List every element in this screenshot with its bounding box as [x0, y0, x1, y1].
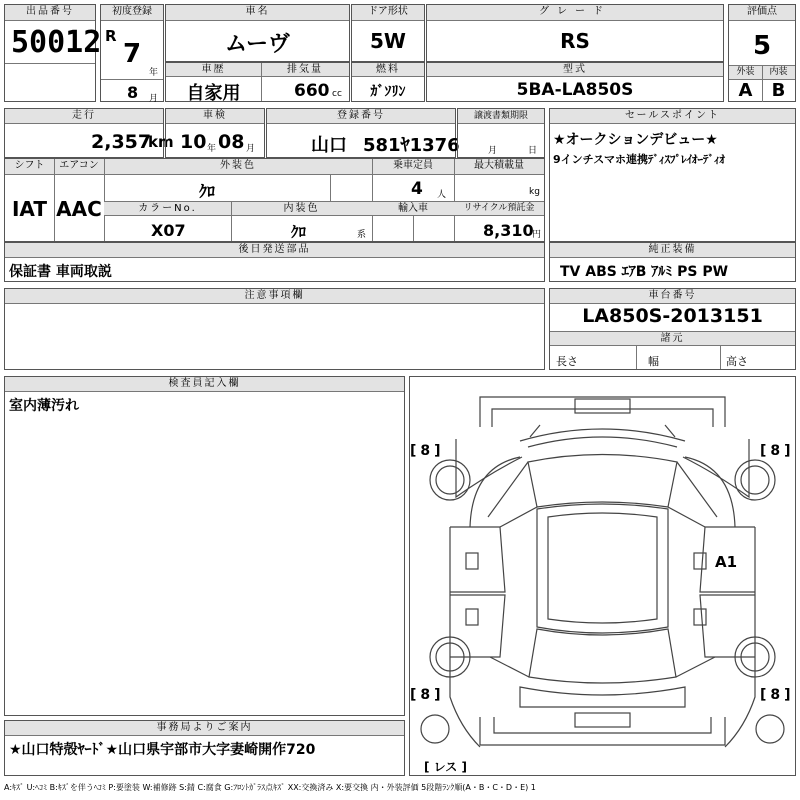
office-header: 事務局よりご案内: [5, 721, 404, 736]
insp-month-unit: 月: [246, 144, 256, 154]
caution-box: [4, 288, 545, 370]
int-color-header: 内装色: [231, 202, 372, 216]
reg-month: 8: [127, 83, 139, 102]
tread-rr: 8: [770, 687, 781, 703]
car-diagram: [409, 376, 796, 776]
interior-header: 内装: [762, 66, 795, 80]
score-value: 5: [752, 31, 772, 61]
equipment-value: TV ABS ｴｱB ｱﾙﾐ PS PW: [560, 264, 729, 280]
history-box: [165, 62, 350, 102]
mileage-box: [4, 108, 174, 158]
yen-unit: 円: [532, 230, 542, 240]
door-header: ドア形状: [352, 5, 424, 21]
shift-value: IAT: [11, 197, 47, 221]
spare-tire-label: [ レス ]: [424, 760, 467, 774]
first-reg-box: [100, 4, 164, 102]
length-label: 長さ: [556, 355, 578, 368]
displacement-value: 660: [294, 81, 330, 101]
capacity-header: 乗車定員: [372, 159, 454, 175]
lot-number: 50012: [11, 25, 102, 60]
person-unit: 人: [437, 190, 447, 200]
capacity-value: 4: [411, 179, 423, 199]
kei-unit: 系: [357, 230, 367, 240]
history-value: 自家用: [186, 83, 241, 104]
reg-year: 7: [123, 39, 142, 69]
car-diagram-svg: [410, 377, 795, 775]
dimensions-header: 諸元: [550, 332, 795, 346]
legend-line: A:ｷｽﾞ U:ﾍｺﾐ B:ｷｽﾞを伴うﾍｺﾐ P:要塗装 W:補修跡 S:錆 C:腐食 G:ﾌﾛﾝﾄｶﾞﾗｽ点ｷｽﾞ XX:交換済み X:要交換 内・外装評価 5段階ﾗﾝｸ順(A・B・C・D・E) 1: [4, 783, 536, 792]
fuel-header: 燃料: [352, 63, 424, 77]
chassis-header: 車台番号: [550, 289, 795, 304]
displacement-header: 排気量: [261, 63, 349, 77]
km-unit: km: [148, 133, 174, 151]
grade-header: グレード: [427, 5, 723, 21]
model-box: [426, 62, 724, 102]
plate-header: 登録番号: [267, 109, 455, 124]
later-items-header: 後日発送部品: [5, 243, 544, 258]
transfer-month-unit: 月: [488, 146, 498, 156]
car-name-header: 車名: [166, 5, 349, 21]
shift-header: シフト: [5, 159, 54, 175]
svg-text:[8]: [ 8 ]: [760, 687, 791, 703]
aircon-value: AAC: [56, 197, 102, 221]
svg-text:[8]: [ 8 ]: [760, 443, 791, 459]
plate-prefecture: 山口: [311, 135, 347, 156]
color-no-value: X07: [151, 221, 186, 240]
score-header: 評価点: [729, 5, 795, 21]
later-items-box: [4, 242, 545, 282]
damage-mark-a1: A1: [715, 553, 738, 571]
inspection-month: 08: [218, 131, 245, 153]
car-name: ムーヴ: [225, 32, 290, 57]
plate-box: [266, 108, 460, 158]
sales-point-2: 9インチスマホ連携ﾃﾞｨｽﾌﾟﾚｲｵｰﾃﾞｨｵ: [553, 153, 725, 166]
first-reg-header: 初度登録: [101, 5, 163, 21]
inspector-header: 検査員記入欄: [5, 377, 404, 392]
fuel-value: ｶﾞｿﾘﾝ: [370, 84, 406, 100]
inspector-note: 室内薄汚れ: [9, 398, 79, 414]
inspection-box: [165, 108, 265, 158]
month-unit: 月: [149, 94, 159, 104]
insp-year-unit: 年: [207, 144, 217, 154]
kg-unit: kg: [529, 187, 540, 197]
grade-box: [426, 4, 724, 62]
transfer-box: [457, 108, 545, 158]
sales-point-box: [549, 108, 796, 242]
transfer-header: 譲渡書類期限: [458, 109, 544, 124]
svg-text:[8]: [ 8 ]: [410, 687, 441, 703]
mileage-header: 走行: [5, 109, 163, 124]
score-box: [728, 4, 796, 102]
chassis-value: LA850S-2013151: [582, 305, 763, 327]
plate-number: 581ﾔ1376: [363, 135, 460, 156]
spec-grid: [4, 158, 545, 242]
recycle-value: 8,310: [483, 221, 534, 240]
fuel-box: [351, 62, 425, 102]
rear-plate-mark: [575, 713, 630, 727]
max-load-header: 最大積載量: [454, 159, 544, 175]
caution-header: 注意事項欄: [5, 289, 544, 304]
equipment-box: [549, 242, 796, 282]
later-items-value: 保証書 車両取説: [9, 264, 112, 280]
svg-text:[8]: [ 8 ]: [410, 443, 441, 459]
aircon-header: エアコン: [54, 159, 104, 175]
width-label: 幅: [648, 355, 659, 368]
transfer-day-unit: 日: [528, 146, 538, 156]
car-name-box: [165, 4, 350, 62]
color-no-header: カラーNo.: [104, 202, 231, 216]
mileage-value: 2,357: [91, 131, 152, 153]
model-value: 5BA-LA850S: [516, 80, 634, 100]
tread-fr: 8: [770, 443, 781, 459]
import-header: 輸入車: [372, 202, 454, 216]
chassis-box: [549, 288, 796, 370]
inspection-year: 10: [180, 131, 207, 153]
office-box: [4, 720, 405, 776]
grade-value: RS: [560, 29, 590, 53]
inspector-box: [4, 376, 405, 716]
sales-point-1: ★オークションデビュー★: [553, 132, 718, 148]
sales-point-header: セールスポイント: [550, 109, 795, 124]
tread-rl: 8: [420, 687, 431, 703]
office-note: ★山口特殻ﾔｰﾄﾞ★山口県宇部市大字妻崎開作720: [9, 742, 316, 758]
ext-color-header: 外装色: [104, 159, 372, 175]
model-header: 型式: [427, 63, 723, 77]
tread-fl: 8: [420, 443, 431, 459]
lot-header: 出品番号: [5, 5, 95, 21]
exterior-grade: A: [738, 80, 753, 101]
door-value: 5W: [370, 29, 406, 53]
int-color-value: ｸﾛ: [291, 223, 307, 241]
inspection-header: 車検: [166, 109, 264, 124]
door-box: [351, 4, 425, 62]
exterior-header: 外装: [729, 66, 762, 80]
year-unit: 年: [149, 68, 159, 78]
ext-color-value: ｸﾛ: [199, 182, 216, 201]
interior-grade: B: [771, 80, 786, 101]
lot-box: [4, 4, 102, 102]
front-plate-mark: [575, 399, 630, 413]
equipment-header: 純正装備: [550, 243, 795, 258]
era-letter: R: [105, 27, 117, 45]
height-label: 高さ: [726, 355, 748, 368]
cc-unit: cc: [332, 89, 342, 99]
history-header: 車歴: [166, 63, 261, 77]
recycle-header: リサイクル預託金: [454, 202, 544, 216]
